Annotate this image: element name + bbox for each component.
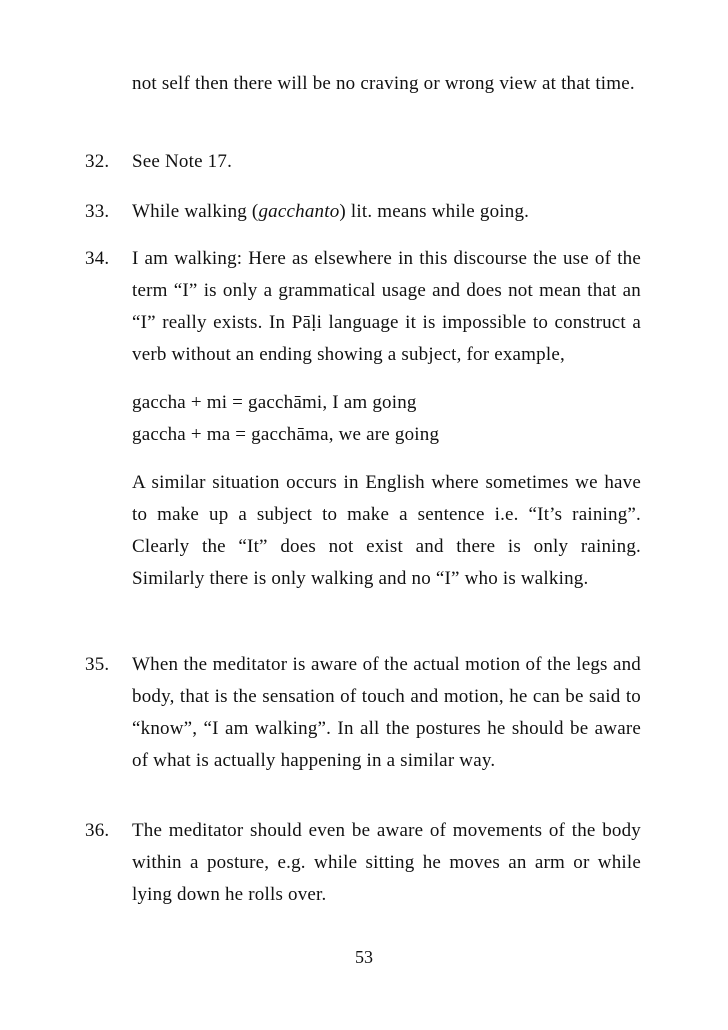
verb-example: gaccha + mi = gacchāmi, I am going — [132, 392, 417, 413]
note-body — [132, 243, 641, 595]
note-number: 32. — [85, 151, 110, 172]
note-text: See Note 17. — [132, 151, 233, 172]
note-paragraph: I am walking: Here as elsewhere in this discourse the use of the term “I” is only a grammatical usage and does not mean that an “I” really exists. In Pāḷi language it is impossible to construct a verb without an ending showing a subject, for example, — [132, 248, 641, 365]
note-number: 33. — [85, 201, 110, 222]
verb-examples — [132, 387, 641, 451]
note-number: 34. — [85, 248, 110, 269]
note-number: 35. — [85, 654, 110, 675]
continuation-text: not self then there will be no craving or wrong view at that time. — [132, 73, 635, 94]
note-number: 36. — [85, 820, 110, 841]
verb-example: gaccha + ma = gacchāma, we are going — [132, 424, 440, 445]
note-text-start: While walking ( — [132, 201, 259, 222]
page-number: 53 — [355, 947, 373, 967]
note-paragraph: A similar situation occurs in English where sometimes we have to make up a subject to make a sentence i.e. “It’s raining”. Clearly the “It” does not exist and there is only raining. Similarly there is only walking and no “I” who is walking. — [132, 472, 641, 589]
note-text: The meditator should even be aware of movements of the body within a posture, e.g. while sitting he moves an arm or while lying down he rolls over. — [132, 820, 641, 905]
note-text: When the meditator is aware of the actual motion of the legs and body, that is the sensation of touch and motion, he can be said to “know”, “I am walking”. In all the postures he should be aware of what is actually happening in a similar way. — [132, 654, 641, 771]
note-text-end: ) lit. means while going. — [339, 201, 530, 222]
pali-term: gacchanto — [258, 201, 340, 222]
note-text — [132, 196, 641, 228]
